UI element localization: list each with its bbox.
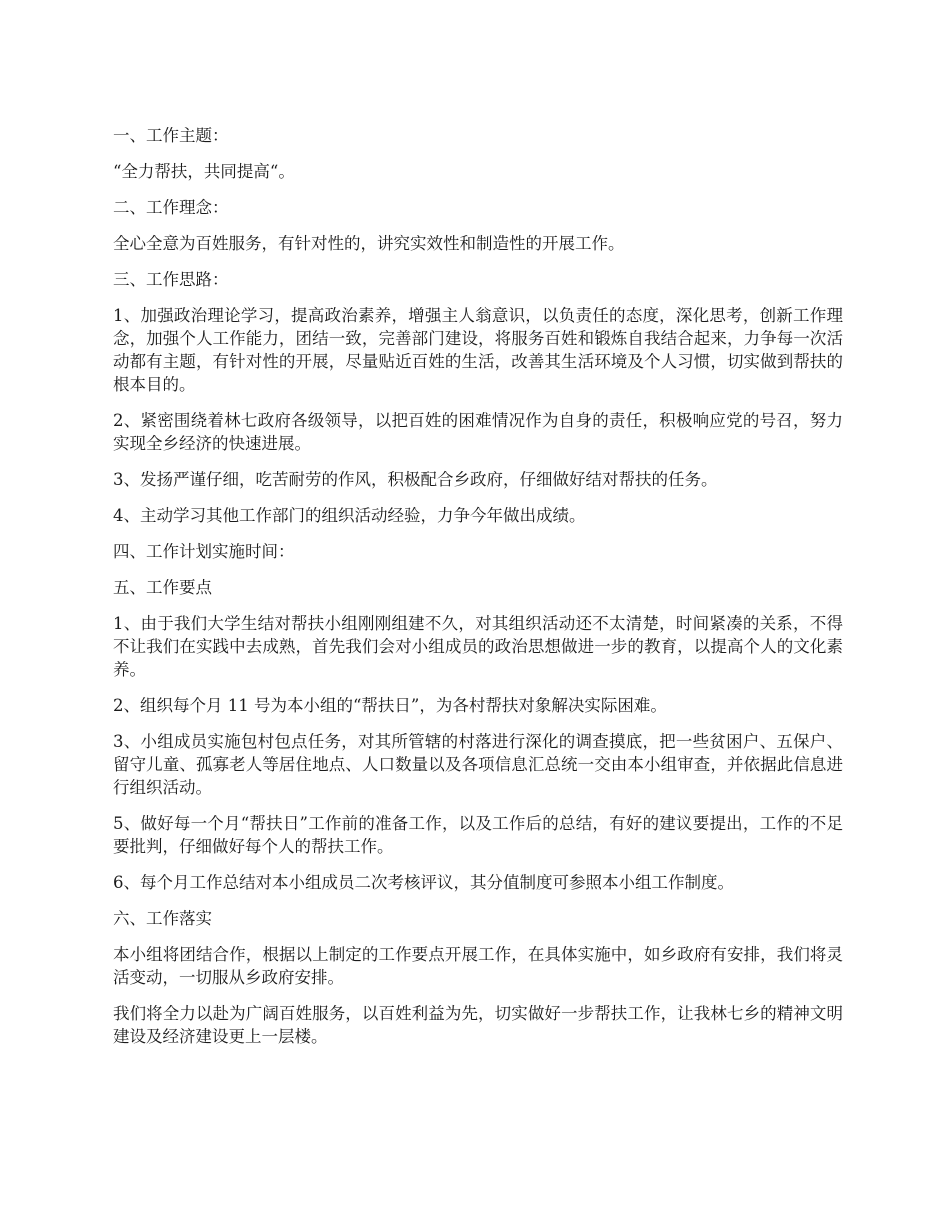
concept-text: 全心全意为百姓服务，有针对性的，讲究实效性和制造性的开展工作。 xyxy=(113,234,625,253)
section-heading-implementation: 六、工作落实 xyxy=(113,909,212,928)
key-point-item-3: 3、小组成员实施包村包点任务，对其所管辖的村落进行深化的调查摸底，把一些贫困户、五保户、留守儿童、孤寡老人等居住地点、人口数量以及各项信息汇总统一交由本小组审查，并依据此信息进行组织活动。 xyxy=(113,732,843,797)
approach-item-4: 4、主动学习其他工作部门的组织活动经验，力争今年做出成绩。 xyxy=(113,506,586,525)
section-heading-approach: 三、工作思路： xyxy=(113,270,229,289)
document-body xyxy=(113,124,843,1061)
key-point-item-1: 1、由于我们大学生结对帮扶小组刚刚组建不久，对其组织活动还不太清楚，时间紧凑的关系，不得不让我们在实践中去成熟，首先我们会对小组成员的政治思想做进一步的教育，以提高个人的文化素养。 xyxy=(113,614,843,679)
section-heading-concept: 二、工作理念： xyxy=(113,198,229,217)
implementation-text: 本小组将团结合作，根据以上制定的工作要点开展工作，在具体实施中，如乡政府有安排，我们将灵活变动，一切服从乡政府安排。 xyxy=(113,945,843,987)
key-point-item-2: 2、组织每个月 11 号为本小组的“帮扶日”，为各村帮扶对象解决实际困难。 xyxy=(113,696,667,715)
approach-item-1: 1、加强政治理论学习，提高政治素养，增强主人翁意识，以负责任的态度，深化思考，创新工作理念，加强个人工作能力，团结一致，完善部门建设，将服务百姓和锻炼自我结合起来，力争每一次活动都有主题，有针对性的开展，尽量贴近百姓的生活，改善其生活环境及个人习惯，切实做到帮扶的根本目的。 xyxy=(113,306,843,394)
key-point-item-5: 5、做好每一个月“帮扶日”工作前的准备工作，以及工作后的总结，有好的建议要提出，工作的不足要批判，仔细做好每个人的帮扶工作。 xyxy=(113,814,843,856)
approach-item-2: 2、紧密围绕着林七政府各级领导，以把百姓的困难情况作为自身的责任，积极响应党的号召，努力实现全乡经济的快速进展。 xyxy=(113,411,843,453)
key-point-item-6: 6、每个月工作总结对本小组成员二次考核评议，其分值制度可参照本小组工作制度。 xyxy=(113,873,734,892)
section-heading-theme: 一、工作主题： xyxy=(113,126,229,145)
closing-text: 我们将全力以赴为广阔百姓服务，以百姓利益为先，切实做好一步帮扶工作，让我林七乡的精神文明建设及经济建设更上一层楼。 xyxy=(113,1004,843,1046)
approach-item-3: 3、发扬严谨仔细，吃苦耐劳的作风，积极配合乡政府，仔细做好结对帮扶的任务。 xyxy=(113,470,718,489)
section-heading-schedule: 四、工作计划实施时间： xyxy=(113,542,295,561)
theme-text: “全力帮扶，共同提高“。 xyxy=(113,162,295,181)
section-heading-key-points: 五、工作要点 xyxy=(113,578,212,597)
